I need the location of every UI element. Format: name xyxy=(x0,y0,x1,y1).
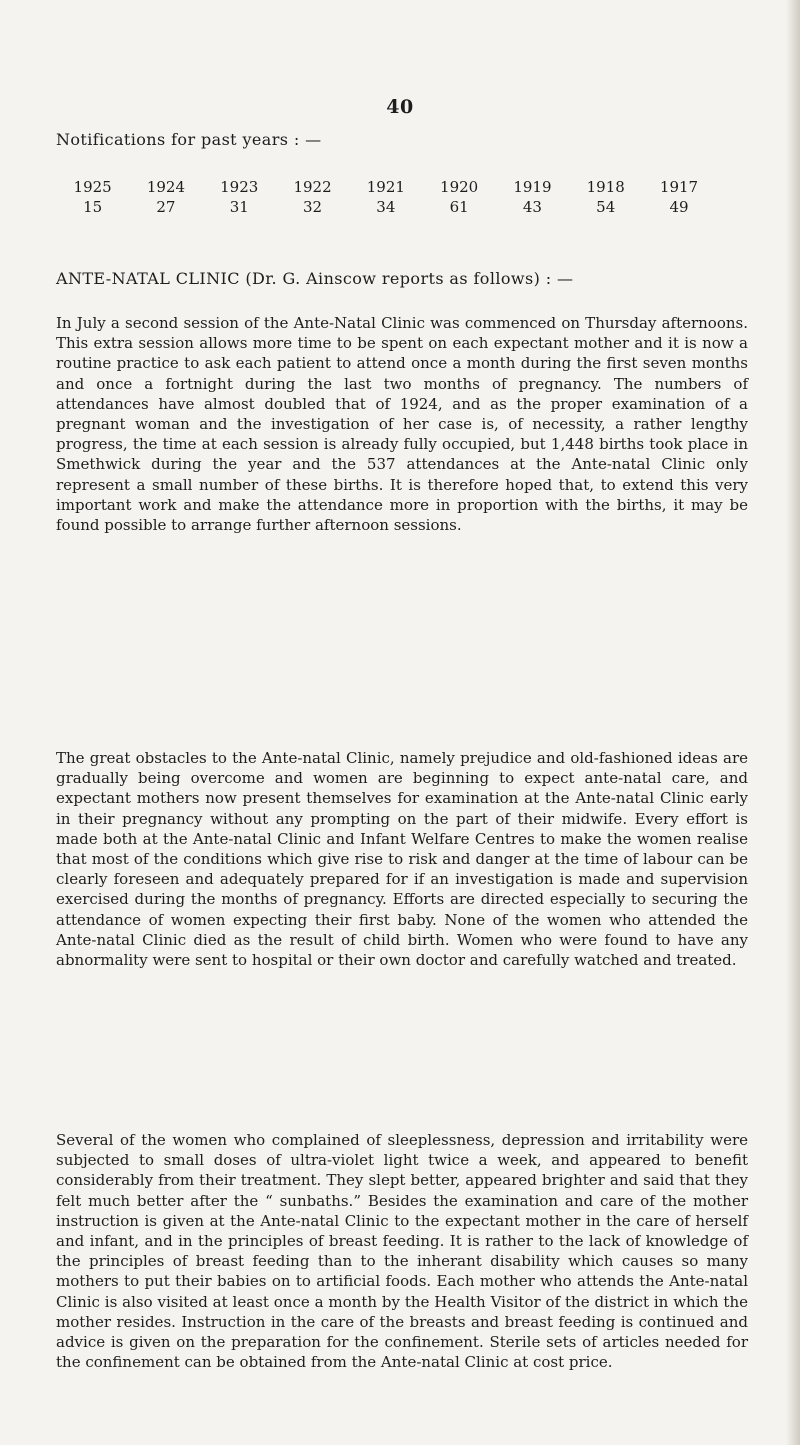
year-cell: 1922 xyxy=(293,178,332,196)
count-cell: 31 xyxy=(229,198,249,216)
year-cell: 1924 xyxy=(146,178,186,196)
count-cell: 49 xyxy=(669,198,689,216)
counts-row xyxy=(56,197,716,217)
year-cell: 1923 xyxy=(220,178,259,196)
clinic-heading: ANTE-NATAL CLINIC (Dr. G. Ainscow reports as follows) : — xyxy=(56,269,574,288)
clinic-paragraph-3: Several of the women who complained of sleeplessness, depression and irritability were subjected to small doses of ultra-violet light twice a week, and appeared to benefit considerably from their treatment. They slept better, appeared brighter and said that they felt much better after the “ sunbaths.” Besides the examination and care of the mother instruction is given at the Ante-natal Clinic to the expectant mother in the care of herself and infant, and in the principles of breast feeding. It is rather to the lack of knowledge of the principles of breast feeding than to the inherant disability which causes so many mothers to put their babies on to artificial foods. Each mother who attends the Ante-natal Clinic is also visited at least once a month by the Health Visitor of the district in which the mother resides. Instruction in the care of the breasts and breast feeding is continued and advice is given on the preparation for the confinement. Sterile sets of articles needed for the confinement can be obtained from the Ante-natal Clinic at cost price. xyxy=(56,1131,748,1372)
count-cell: 43 xyxy=(522,198,542,216)
page-edge-shadow xyxy=(786,0,800,1445)
year-cell: 1917 xyxy=(659,178,699,196)
count-cell: 27 xyxy=(156,198,176,216)
clinic-paragraph-1: In July a second session of the Ante-Natal Clinic was commenced on Thursday afternoons. This extra session allows more time to be spent on each expectant mother and it is now a routine practice to ask each patient to attend once a month during the first seven months and once a fortnight during the last two months of pregnancy. The numbers of attendances have almost doubled that of 1924, and as the proper examination of a pregnant woman and the investigation of her case is, of necessity, a rather lengthy progress, the time at each session is already fully occupied, but 1,448 births took place in Smethwick during the year and the 537 attendances at the Ante-natal Clinic only represent a small number of these births. It is therefore hoped that, to extend this very important work and make the attendance more in proportion with the births, it may be found possible to arrange further afternoon sessions. xyxy=(56,314,748,535)
years-row xyxy=(56,177,716,197)
year-cell: 1921 xyxy=(366,178,405,196)
count-cell: 15 xyxy=(83,198,103,216)
count-cell: 61 xyxy=(449,198,469,216)
notifications-table xyxy=(56,177,716,217)
notifications-intro: Notifications for past years : — xyxy=(56,130,322,149)
clinic-paragraph-2: The great obstacles to the Ante-natal Clinic, namely prejudice and old-fashioned ideas are gradually being overcome and women are beginning to expect ante-natal care, and expectant mothers now present themselves for examination at the Ante-natal Clinic early in their pregnancy without any prompting on the part of their midwife. Every effort is made both at the Ante-natal Clinic and Infant Welfare Centres to make the women realise that most of the conditions which give rise to risk and danger at the time of labour can be clearly foreseen and adequately prepared for if an investigation is made and supervision exercised during the months of pregnancy. Efforts are directed especially to securing the attendance of women expecting their first baby. None of the women who attended the Ante-natal Clinic died as the result of child birth. Women who were found to have any abnormality were sent to hospital or their own doctor and carefully watched and treated. xyxy=(56,749,748,970)
count-cell: 32 xyxy=(302,198,323,216)
page-number: 40 xyxy=(386,96,414,118)
year-cell: 1918 xyxy=(586,178,625,196)
year-cell: 1925 xyxy=(73,178,112,196)
count-cell: 34 xyxy=(376,198,396,216)
count-cell: 54 xyxy=(596,198,616,216)
year-cell: 1920 xyxy=(440,178,479,196)
year-cell: 1919 xyxy=(513,178,552,196)
